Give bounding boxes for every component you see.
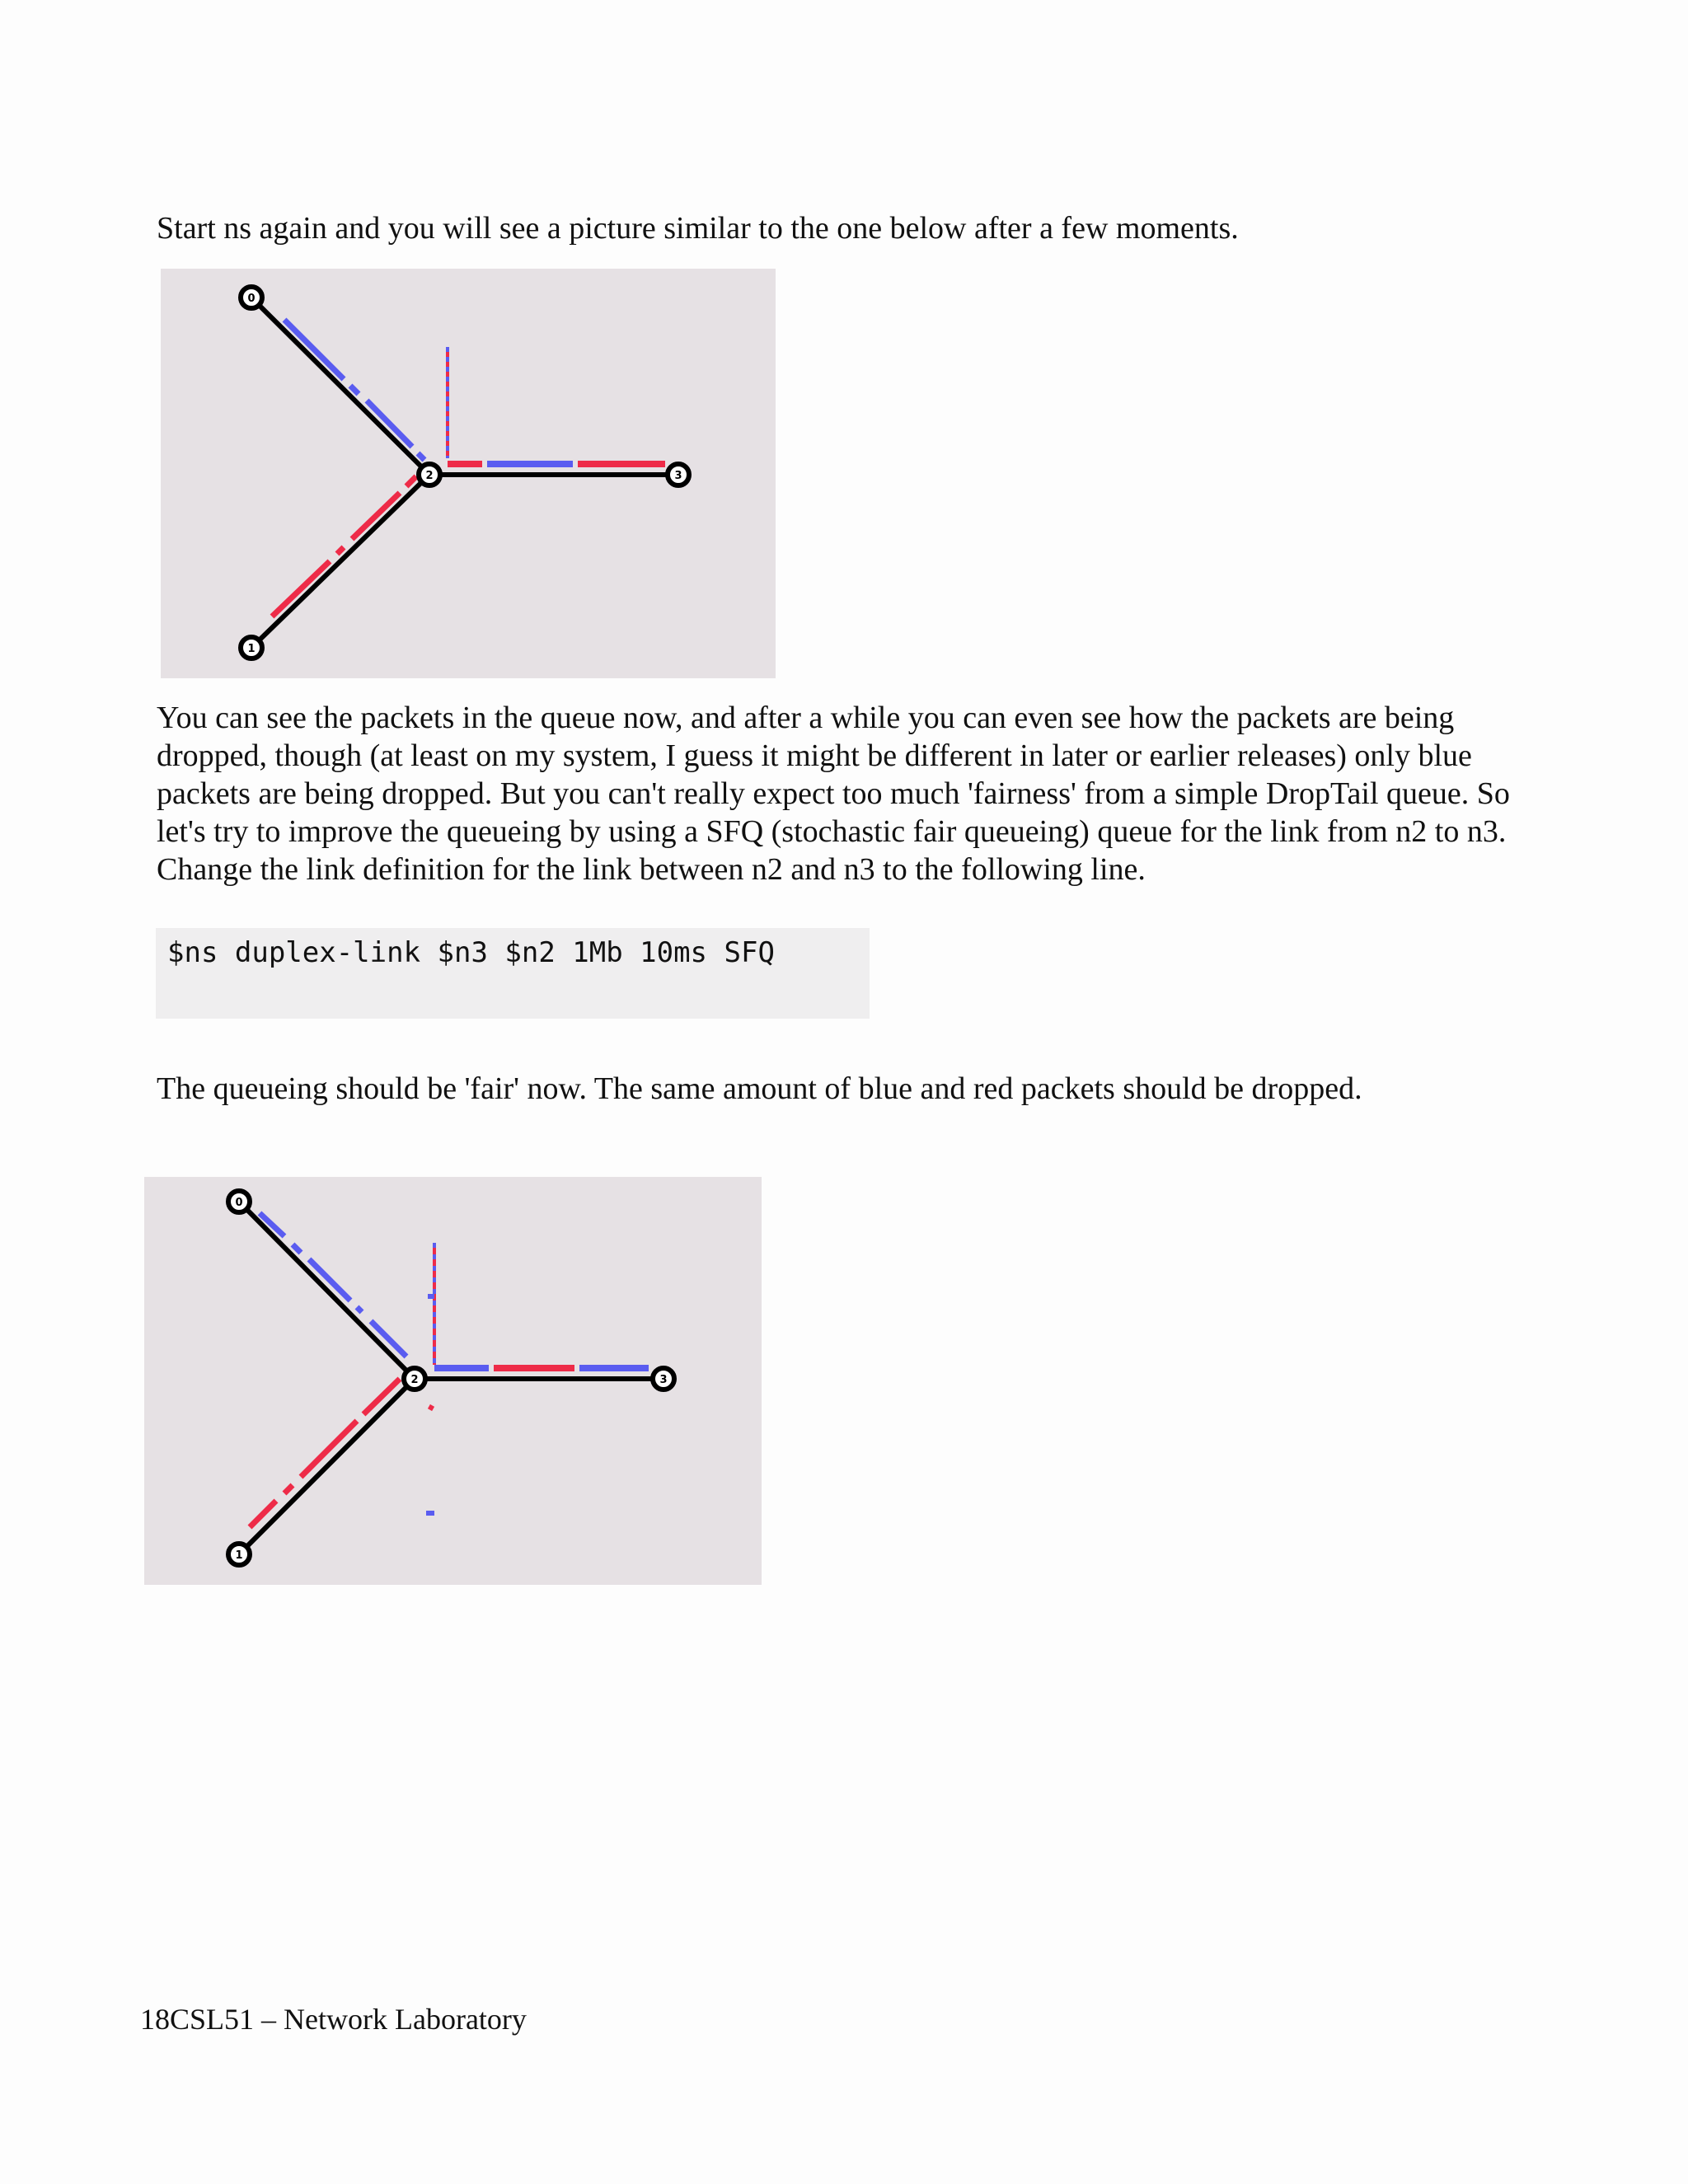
result-paragraph: The queueing should be 'fair' now. The same amount of blue and red packets should be dropped. bbox=[157, 1071, 1362, 1106]
red-packets-link-n1-n2 bbox=[272, 476, 416, 616]
blue-packets-link-n0-n2 bbox=[260, 1213, 406, 1357]
link-n1-n2 bbox=[239, 1379, 415, 1554]
page-footer: 18CSL51 – Network Laboratory bbox=[140, 2003, 527, 2036]
nam-screenshot-droptail bbox=[161, 269, 776, 678]
svg-text:2: 2 bbox=[410, 1374, 419, 1386]
blue-packets-link-n0-n2 bbox=[284, 320, 424, 460]
dropped-blue-packet bbox=[426, 1511, 434, 1516]
node-n2 bbox=[419, 464, 440, 485]
red-packets-link-n1-n2 bbox=[250, 1379, 400, 1527]
node-n1 bbox=[228, 1544, 250, 1565]
node-n0 bbox=[241, 287, 262, 308]
node-n3 bbox=[653, 1368, 674, 1390]
node-n0 bbox=[228, 1191, 250, 1212]
svg-text:1: 1 bbox=[235, 1549, 243, 1562]
svg-text:3: 3 bbox=[659, 1374, 668, 1386]
svg-text:0: 0 bbox=[235, 1197, 243, 1209]
node-n2 bbox=[404, 1368, 425, 1390]
explanation-paragraph: You can see the packets in the queue now, and after a while you can even see how the packets are being dropped, though (at least on my system, I guess it might be different in later or earlier releases) only blue packets are being dropped. But you can't really expect too much 'fairness' from a simple DropTail queue. So let's try to improve the queueing by using a SFQ (stochastic fair queueing) queue for the link from n2 to n3. Change the link definition for the link between n2 and n3 to the following line. bbox=[157, 701, 1510, 887]
node-n1 bbox=[241, 637, 262, 658]
node-n3 bbox=[668, 464, 689, 485]
intro-paragraph: Start ns again and you will see a picture similar to the one below after a few moments. bbox=[157, 211, 1239, 246]
nam-screenshot-sfq bbox=[144, 1177, 762, 1585]
code-line: $ns duplex-link $n3 $n2 1Mb 10ms SFQ bbox=[167, 936, 775, 969]
link-n0-n2 bbox=[251, 298, 429, 475]
svg-text:1: 1 bbox=[247, 643, 256, 655]
link-n1-n2 bbox=[251, 475, 429, 648]
svg-text:3: 3 bbox=[674, 470, 682, 482]
svg-text:2: 2 bbox=[425, 470, 434, 482]
dropped-red-packet bbox=[428, 1404, 434, 1411]
svg-text:0: 0 bbox=[247, 293, 256, 305]
code-block bbox=[156, 928, 870, 1019]
link-n0-n2 bbox=[239, 1202, 415, 1379]
